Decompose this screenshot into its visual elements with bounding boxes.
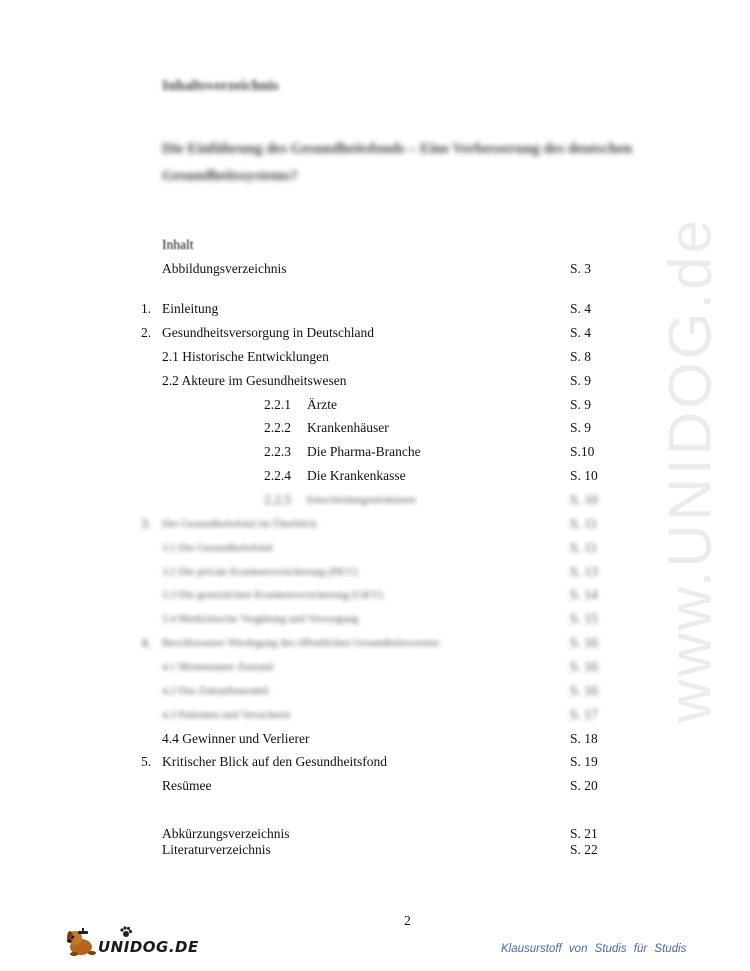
toc-page: S.10 (570, 444, 595, 459)
toc-title: 4.3 Patienten und Versicherte (162, 709, 291, 721)
document-subtitle: Die Einführung des Gesundheitsfonds – Eine Verbesserung des deutschen Gesundheitssystems? (162, 141, 633, 184)
toc-page: S. 16 (570, 683, 598, 698)
toc-entry (0, 840, 750, 860)
toc-entry (0, 752, 750, 772)
toc-title: Kritischer Blick auf den Gesundheitsfond (162, 754, 387, 769)
toc-heading (0, 235, 750, 255)
toc-page: S. 9 (570, 397, 592, 412)
toc-entry (0, 347, 750, 367)
toc-entry (0, 729, 750, 749)
toc-title: Gesundheitsversorgung in Deutschland (162, 325, 374, 340)
toc-page: S. 9 (570, 373, 592, 388)
toc-page: S. 20 (570, 778, 598, 793)
toc-number: 1. (141, 301, 152, 316)
toc-entry (0, 538, 750, 558)
toc-title: Abbildungsverzeichnis (162, 261, 287, 276)
toc-title: 4.4 Gewinner und Verlierer (162, 731, 310, 746)
page-title: Inhaltsverzeichnis (162, 78, 279, 94)
toc-entry (0, 371, 750, 391)
toc-page: S. 3 (570, 261, 592, 276)
logo-text: UNIDOG.DE (98, 938, 199, 956)
toc-entry (0, 657, 750, 677)
toc-page: S. 16 (570, 659, 598, 674)
toc-number: 2. (141, 325, 152, 340)
toc-page: S. 13 (570, 564, 598, 579)
toc-title: 2.1 Historische Entwicklungen (162, 349, 329, 364)
toc-title: 4.2 Das Zukunftsmodell (162, 685, 269, 697)
paw-icon (119, 925, 133, 939)
toc-entry (0, 562, 750, 582)
unidog-logo (64, 925, 204, 961)
toc-number: 4. (141, 635, 152, 650)
toc-page: S. 17 (570, 707, 598, 722)
toc-title: Die Pharma-Branche (307, 444, 421, 459)
toc-entry (0, 299, 750, 319)
toc-entry (0, 609, 750, 629)
footer-tagline: Klausurstoff von Studis für Studis (501, 943, 687, 955)
toc-page: S. 10 (570, 492, 598, 507)
toc-entry (0, 633, 750, 653)
toc-entry (0, 323, 750, 343)
toc-entry (0, 418, 750, 438)
toc-page: S. 15 (570, 611, 598, 626)
toc-entry (0, 705, 750, 725)
toc-entry (0, 585, 750, 605)
toc-entry (0, 395, 750, 415)
toc-entry (0, 776, 750, 796)
toc-page: S. 4 (570, 325, 592, 340)
toc-entry (0, 490, 750, 510)
toc-number: 2.2.5 (264, 492, 291, 507)
toc-page: S. 8 (570, 349, 592, 364)
toc-page: S. 22 (570, 842, 598, 857)
toc-entry (0, 681, 750, 701)
toc-entry (0, 442, 750, 462)
toc-title: Literaturverzeichnis (162, 842, 271, 857)
toc-number: 2.2.1 (264, 397, 291, 412)
dog-icon (64, 925, 98, 959)
toc-title: Abkürzungsverzeichnis (162, 826, 290, 841)
watermark: www.UNIDOG.de (656, 217, 724, 723)
toc-page: S. 21 (570, 826, 598, 841)
toc-entry (0, 466, 750, 486)
toc-title: 3.4 Medizinische Vergütung und Versorgung (162, 613, 359, 625)
toc-page: S. 14 (570, 587, 598, 602)
toc-title: Entscheidungsstrukturen (307, 494, 416, 506)
toc-title: 3.1 Der Gesundheitsfond (162, 542, 273, 554)
toc-entry (0, 259, 750, 279)
toc-title: 4.1 Momentaner Zustand (162, 661, 273, 673)
toc-title: Resümee (162, 778, 212, 793)
toc-title: 2.2 Akteure im Gesundheitswesen (162, 373, 347, 388)
toc-page: S. 18 (570, 731, 598, 746)
toc-title: Der Gesundheitsfond im Überblick (162, 518, 317, 530)
toc-number: 5. (141, 754, 152, 769)
toc-title: Krankenhäuser (307, 420, 389, 435)
toc-page: S. 11 (570, 516, 598, 531)
toc-page: S. 16 (570, 635, 598, 650)
toc-title: Beschlossener Werdegang des öffentlichen Gesundheitswesens (162, 637, 440, 649)
toc-title: Einleitung (162, 301, 219, 316)
toc-number: 2.2.4 (264, 468, 291, 483)
toc-title: Inhalt (162, 237, 194, 252)
toc-title: Die Krankenkasse (307, 468, 406, 483)
toc-number: 2.2.2 (264, 420, 291, 435)
toc-number: 2.2.3 (264, 444, 291, 459)
toc-page: S. 10 (570, 468, 598, 483)
toc-page: S. 19 (570, 754, 598, 769)
toc-title: 3.2 Die private Krankenversicherung (PKV) (162, 566, 358, 578)
toc-entry (0, 514, 750, 534)
toc-page: S. 4 (570, 301, 592, 316)
toc-number: 3. (141, 516, 152, 531)
toc-title: 3.3 Die gesetzlichen Krankenversicherung (GKV) (162, 589, 383, 601)
toc-page: S. 11 (570, 540, 598, 555)
page-number: 2 (404, 913, 411, 928)
toc-page: S. 9 (570, 420, 592, 435)
toc-title: Ärzte (307, 397, 337, 412)
